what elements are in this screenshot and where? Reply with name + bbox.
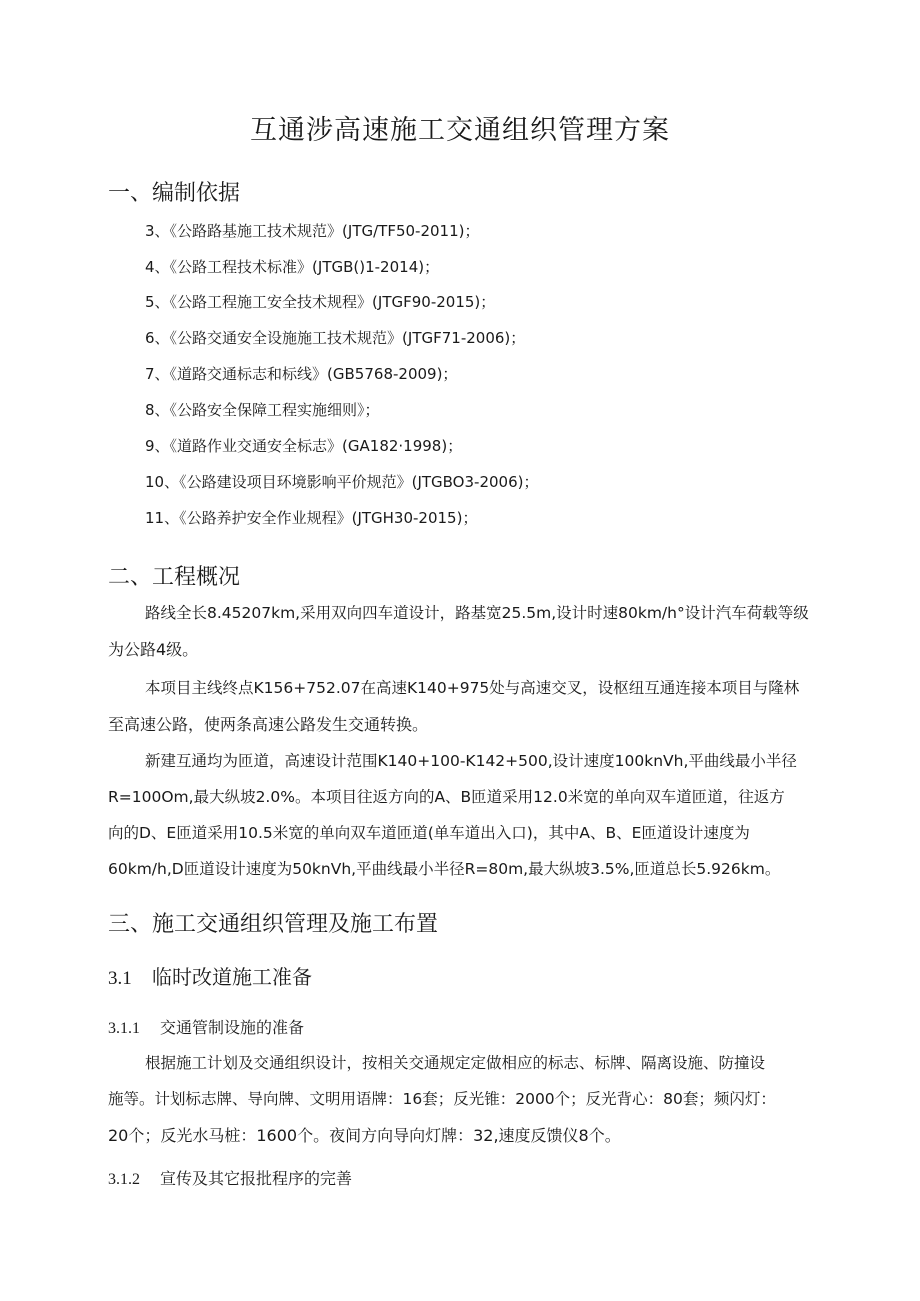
subsection-title: 临时改道施工准备 xyxy=(152,965,312,989)
section-heading-basis: 一、编制依据 xyxy=(108,181,241,206)
reference-item: 11、《公路养护安全作业规程》(JTGH30-2015)； xyxy=(145,509,478,527)
reference-item: 6、《公路交通安全设施施工技术规范》(JTGF71-2006)； xyxy=(145,329,526,347)
subsection-heading-3-1-2 xyxy=(108,1166,352,1189)
paragraph-line: 为公路4级。 xyxy=(108,640,199,659)
reference-item: 10、《公路建设项目环境影响平价规范》(JTGBO3-2006)； xyxy=(145,473,539,491)
reference-item: 3、《公路路基施工技术规范》(JTG/TF50-2011)； xyxy=(145,222,480,240)
paragraph-line: 60km/h,D匝道设计速度为50knVh,平曲线最小半径R=80m,最大纵坡3.5%,匝道总长5.926km。 xyxy=(108,860,781,878)
reference-item: 8、《公路安全保障工程实施细则》； xyxy=(145,401,380,419)
reference-item: 9、《道路作业交通安全标志》(GA182·1998)； xyxy=(145,437,463,455)
reference-item: 7、《道路交通标志和标线》(GB5768-2009)； xyxy=(145,365,458,383)
paragraph-line: 20个；反光水马桩：1600个。夜间方向导向灯牌：32,速度反馈仪8个。 xyxy=(108,1126,621,1145)
subsection-heading-3-1-1 xyxy=(108,1015,304,1038)
paragraph-line: R=100Om,最大纵坡2.0%。本项目往返方向的A、B匝道采用12.0米宽的单向双车道匝道，往返方 xyxy=(108,788,785,806)
paragraph-line: 路线全长8.45207km,采用双向四车道设计，路基宽25.5m,设计时速80km/h°设计汽车荷载等级 xyxy=(145,604,809,622)
paragraph-line: 新建互通均为匝道，高速设计范围K140+100-K142+500,设计速度100knVh,平曲线最小半径 xyxy=(145,752,797,770)
page-title: 互通涉高速施工交通组织管理方案 xyxy=(250,115,670,146)
paragraph-line: 至高速公路，使两条高速公路发生交通转换。 xyxy=(108,715,429,734)
paragraph-line: 本项目主线终点K156+752.07在高速K140+975处与高速交叉，设枢纽互通连接本项目与隆林 xyxy=(145,679,800,697)
subsection-heading-3-1 xyxy=(108,961,312,990)
reference-item: 5、《公路工程施工安全技术规程》(JTGF90-2015)； xyxy=(145,293,496,311)
subsection-number: 3.1.1 xyxy=(108,1020,140,1037)
paragraph-line: 施等。计划标志牌、导向牌、文明用语牌：16套；反光锥：2000个；反光背心：80套；频闪灯： xyxy=(108,1090,776,1108)
subsection-title: 宣传及其它报批程序的完善 xyxy=(160,1169,353,1188)
section-heading-traffic-organization: 三、施工交通组织管理及施工布置 xyxy=(108,912,439,937)
section-heading-overview: 二、工程概况 xyxy=(108,565,241,590)
paragraph-line: 根据施工计划及交通组织设计，按相关交通规定定做相应的标志、标牌、隔离设施、防撞设 xyxy=(145,1054,766,1072)
paragraph-line: 向的D、E匝道采用10.5米宽的单向双车道匝道(单车道出入口)，其中A、B、E匝道设计速度为 xyxy=(108,824,750,842)
subsection-number: 3.1.2 xyxy=(108,1171,140,1188)
subsection-number: 3.1 xyxy=(108,968,132,989)
reference-item: 4、《公路工程技术标准》(JTGB()1-2014)； xyxy=(145,258,440,276)
subsection-title: 交通管制设施的准备 xyxy=(160,1018,305,1037)
